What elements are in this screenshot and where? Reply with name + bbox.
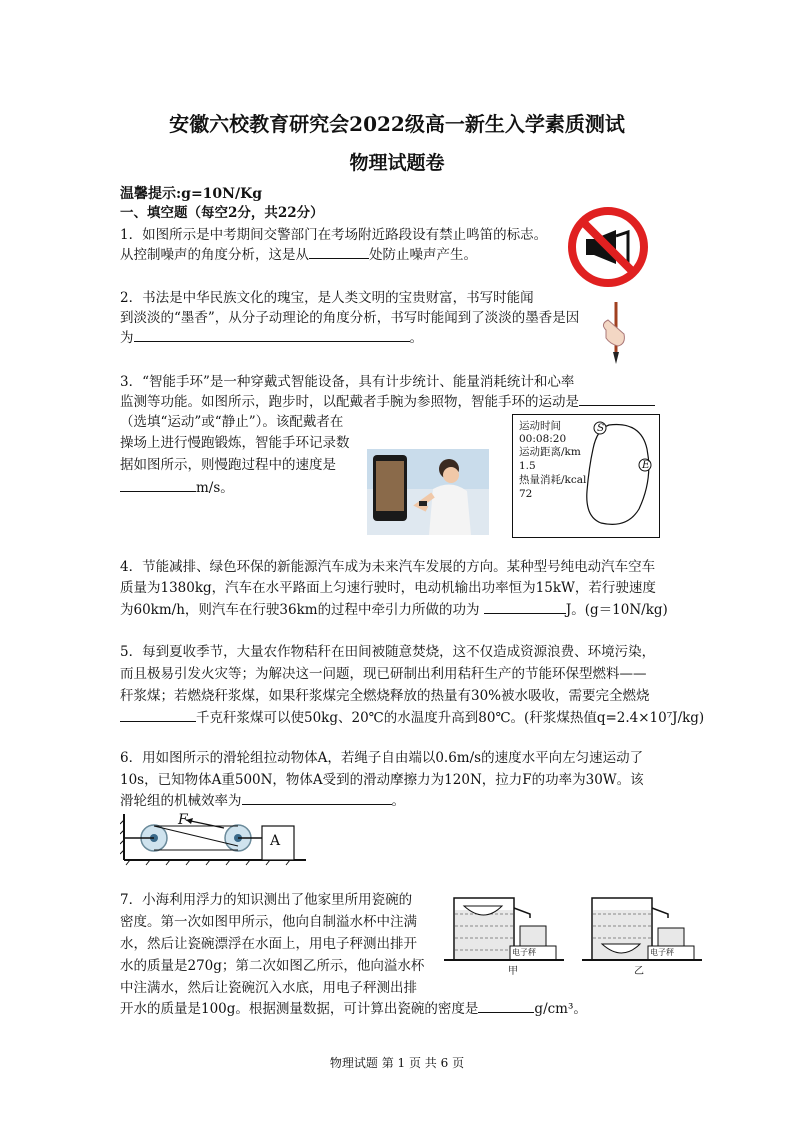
start-marker-label: S — [597, 422, 605, 434]
q6-line-1: 6．用如图所示的滑轮组拉动物体A，若绳子自由端以0.6m/s的速度水平向左匀速运动了 — [120, 750, 644, 766]
panel-value-distance: 1.5 — [519, 460, 536, 472]
q3-line-1: 3．“智能手环”是一种穿戴式智能设备，具有计步统计、能量消耗统计和心率 — [120, 374, 575, 390]
runner-photo — [367, 449, 489, 535]
figure-label-jia: 甲 — [508, 966, 518, 977]
q5-text-b: 千克秆浆煤可以使50kg、20℃的水温度升高到80℃。(秆浆煤热值q=2.4×10⁷J/kg) — [196, 710, 705, 726]
smart-band-record-panel — [512, 414, 660, 538]
q4-answer-blank[interactable] — [484, 600, 566, 614]
q6-answer-blank[interactable] — [242, 791, 392, 805]
q5-line-2: 而且极易引发火灾等；为解决这一问题，现已研制出利用秸秆生产的节能环保型燃料—— — [120, 666, 647, 682]
q1-answer-blank[interactable] — [309, 245, 369, 259]
q3-text-2: 监测等功能。如图所示，跑步时，以配戴者手腕为参照物，智能手环的运动是 — [120, 394, 579, 410]
q2-line-2: 到淡淡的“墨香”，从分子动理论的角度分析，书写时能闻到了淡淡的墨香是因 — [120, 310, 580, 326]
q5-line-1: 5．每到夏收季节，大量农作物秸秆在田间被随意焚烧，这不仅造成资源浪费、环境污染， — [120, 644, 656, 660]
q7-line-3: 水，然后让瓷碗漂浮在水面上，用电子秤测出排开 — [120, 936, 417, 952]
overflow-cup-experiment-diagram — [444, 884, 702, 978]
panel-value-calories: 72 — [519, 488, 533, 500]
q3-unit: m/s。 — [196, 480, 234, 496]
q3-line-2 — [120, 392, 655, 412]
q3-blank-2[interactable] — [120, 478, 196, 492]
q7-answer-blank[interactable] — [478, 999, 534, 1013]
force-label-f: F — [178, 812, 188, 828]
running-track-icon — [579, 419, 655, 533]
panel-label-time: 运动时间 — [519, 420, 561, 432]
panel-label-distance: 运动距离/km — [519, 446, 581, 458]
scale-label-yi: 电子秤 — [650, 948, 674, 957]
scale-label-jia: 电子秤 — [512, 948, 536, 957]
q6-text-a: 滑轮组的机械效率为 — [120, 793, 242, 809]
q2-text-b: 。 — [409, 330, 423, 346]
q1-text-a: 从控制噪声的角度分析，这是从 — [120, 247, 309, 263]
section-heading: 一、填空题（每空2分，共22分） — [120, 205, 324, 221]
q6-text-b: 。 — [391, 793, 405, 809]
q6-line-3 — [120, 791, 405, 811]
q1-text-b: 处防止噪声产生。 — [369, 247, 477, 263]
q5-line-3: 秆浆煤；若燃烧秆浆煤，如果秆浆煤完全燃烧释放的热量有30%被水吸收，需要完全燃烧 — [120, 688, 650, 704]
block-label-a: A — [270, 833, 281, 849]
q7-line-4: 水的质量是270g；第二次如图乙所示，他向溢水杯 — [120, 958, 425, 974]
page-title: 安徽六校教育研究会2022级高一新生入学素质测试 — [169, 112, 625, 136]
q7-line-1: 7．小海利用浮力的知识测出了他家里所用瓷碗的 — [120, 892, 413, 908]
q7-text-b: g/cm³。 — [534, 1001, 587, 1017]
q7-line-2: 密度。第一次如图甲所示，他向自制溢水杯中注满 — [120, 914, 417, 930]
panel-label-calories: 热量消耗/kcal — [519, 474, 587, 486]
q2-answer-blank[interactable] — [134, 328, 410, 342]
q4-line-2: 质量为1380kg，汽车在水平路面上匀速行驶时，电动机输出功率恒为15kW，若行驶速度 — [120, 580, 656, 596]
q7-line-5: 中注满水，然后让瓷碗沉入水底，用电子秤测出排 — [120, 980, 417, 996]
q7-text-a: 开水的质量是100g。根据测量数据，可计算出瓷碗的密度是 — [120, 1001, 479, 1017]
pulley-system-diagram — [120, 810, 310, 866]
q3-line-5: 据如图所示，则慢跑过程中的速度是 — [120, 457, 336, 473]
q4-line-1: 4．节能减排、绿色环保的新能源汽车成为未来汽车发展的方向。某种型号纯电动汽车空车 — [120, 559, 656, 575]
q3-line-4: 操场上进行慢跑锻炼，智能手环记录数 — [120, 435, 350, 451]
page-subtitle: 物理试题卷 — [349, 152, 445, 174]
q1-line-2 — [120, 245, 477, 265]
q2-line-3 — [120, 328, 423, 348]
q1-line-1: 1．如图所示是中考期间交警部门在考场附近路段设有禁止鸣笛的标志。 — [120, 227, 548, 243]
page-footer: 物理试题 第 1 页 共 6 页 — [329, 1056, 465, 1070]
q5-line-4 — [120, 708, 704, 728]
q2-line-1: 2．书法是中华民族文化的瑰宝，是人类文明的宝贵财富，书写时能闻 — [120, 290, 534, 306]
hint-text: 温馨提示:g=10N/Kg — [120, 186, 263, 202]
q3-line-6 — [120, 478, 234, 498]
q5-answer-blank[interactable] — [120, 708, 196, 722]
writing-brush-icon — [596, 300, 636, 368]
q6-line-2: 10s，已知物体A重500N，物体A受到的滑动摩擦力为120N，拉力F的功率为30W。该 — [120, 772, 644, 788]
end-marker-label: E — [642, 459, 650, 471]
q4-text-b: J。(g＝10N/kg) — [565, 602, 668, 618]
q4-line-3 — [120, 600, 668, 620]
figure-label-yi: 乙 — [634, 966, 644, 977]
q3-blank-1[interactable] — [579, 392, 655, 406]
no-honking-sign-icon — [566, 206, 650, 288]
q4-text-a: 为60km/h，则汽车在行驶36km的过程中牵引力所做的功为 — [120, 602, 480, 618]
q7-line-6 — [120, 999, 587, 1019]
panel-value-time: 00:08:20 — [519, 433, 567, 445]
q3-line-3: （选填“运动”或“静止”）。该配戴者在 — [120, 414, 344, 430]
q2-text-a: 为 — [120, 330, 134, 346]
